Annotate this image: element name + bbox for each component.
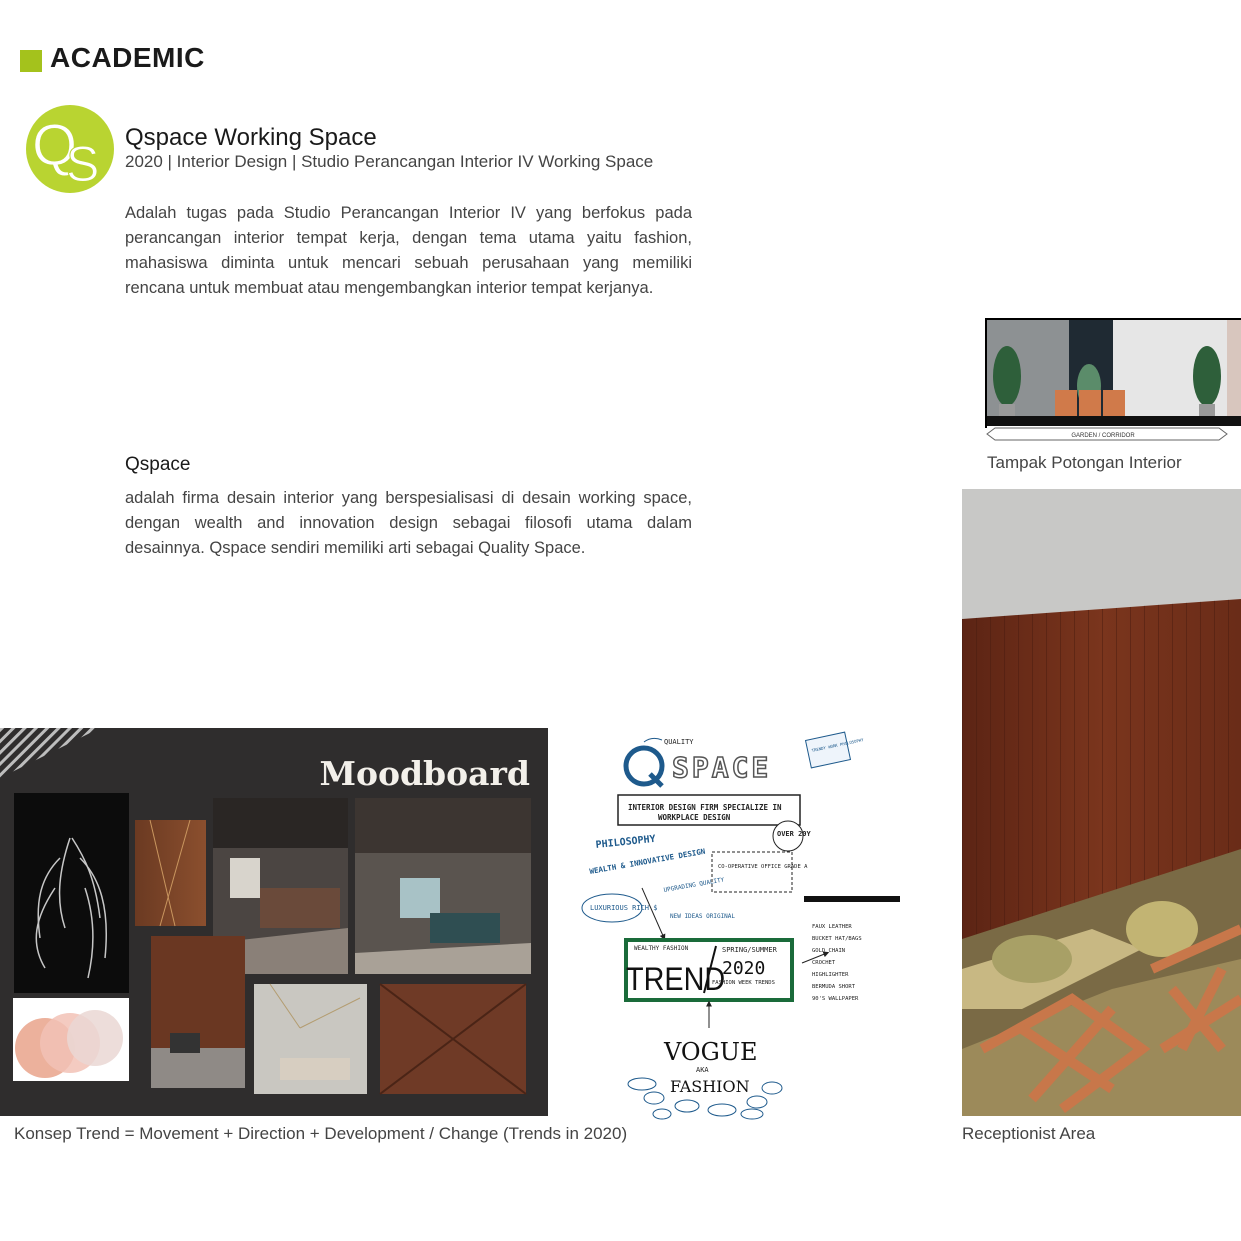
sketch-quality: QUALITY [664, 738, 694, 746]
sketch-vogue: VOGUE [664, 1038, 758, 1066]
render-caption: Receptionist Area [962, 1124, 1096, 1143]
svg-text:GOLD CHAIN: GOLD CHAIN [812, 948, 846, 954]
moodboard-title: Moodboard [319, 754, 530, 793]
svg-text:90'S WALLPAPER: 90'S WALLPAPER [812, 996, 859, 1002]
svg-text:WORKPLACE DESIGN: WORKPLACE DESIGN [658, 813, 731, 822]
section-label: GARDEN / CORRIDOR [1071, 433, 1135, 439]
sketch-fashion-week: FASHION WEEK TRENDS [712, 980, 775, 986]
svg-text:BUCKET HAT/BAGS: BUCKET HAT/BAGS [812, 936, 862, 942]
project-title: Qspace Working Space [125, 124, 377, 151]
project-description: Adalah tugas pada Studio Perancangan Interior IV yang berfokus pada perancangan interior tempat kerja, dengan tema utama yaitu fashion, mahasiswa diminta untuk mencari sebuah perusahaan yang memiliki rencana untuk membuat atau mengembangkan interior tempat kerjanya. [125, 204, 692, 297]
sketch-season: SPRING/SUMMER [722, 946, 777, 954]
project-meta: 2020 | Interior Design | Studio Perancangan Interior IV Working Space [125, 152, 654, 171]
company-name: Qspace [125, 454, 191, 475]
section-title: ACADEMIC [50, 42, 205, 73]
receptionist-render [962, 489, 1241, 1116]
trend-items-list [812, 924, 862, 1002]
sketch-note: TRENDY WORK PHILOSOPHY [811, 737, 865, 753]
sketch-year: 2020 [722, 958, 766, 979]
sketch-philosophy: PHILOSOPHY [595, 833, 657, 851]
sketch-wealthy-fashion: WEALTHY FASHION [634, 945, 689, 952]
moodboard-caption: Konsep Trend = Movement + Direction + Development / Change (Trends in 2020) [14, 1124, 628, 1143]
svg-text:HIGHLIGHTER: HIGHLIGHTER [812, 972, 849, 978]
sketch-fashion: FASHION [670, 1077, 750, 1096]
svg-text:FAUX LEATHER: FAUX LEATHER [812, 924, 852, 930]
sketch-aka: AKA [696, 1066, 709, 1074]
svg-text:S: S [66, 136, 100, 192]
qs-logo-mark [26, 105, 114, 193]
moodboard-panel [0, 728, 548, 1116]
sketch-rich: LUXURIOUS RICH $ [590, 904, 658, 912]
sketch-years: OVER 20Y [777, 830, 811, 838]
section-caption: Tampak Potongan Interior [987, 453, 1182, 472]
svg-text:CROCHET: CROCHET [812, 960, 836, 966]
sketch-firm-line1: INTERIOR DESIGN FIRM SPECIALIZE IN [628, 803, 782, 812]
sketch-brand: SPACE [672, 751, 772, 784]
sketch-wealth: WEALTH & INNOVATIVE DESIGN [588, 846, 706, 876]
sketch-trend: TREND [626, 961, 726, 998]
section-drawing [985, 318, 1241, 439]
section-marker [20, 50, 42, 72]
sketch-office: CO-OPERATIVE OFFICE GRADE A [718, 864, 808, 870]
svg-text:Q: Q [32, 113, 78, 178]
project-logo [26, 105, 114, 193]
company-description: adalah firma desain interior yang berspesialisasi di desain working space, dengan wealth and innovation design sebagai filosofi utama dalam desainnya. Qspace sendiri memiliki arti sebagai Quality Space. [125, 489, 692, 557]
sketch-upgrading: UPGRADING QUALITY [663, 876, 725, 894]
svg-text:BERMUDA SHORT: BERMUDA SHORT [812, 984, 856, 990]
concept-sketch [572, 728, 932, 1128]
sketch-new-ideas: NEW IDEAS ORIGINAL [670, 913, 736, 920]
